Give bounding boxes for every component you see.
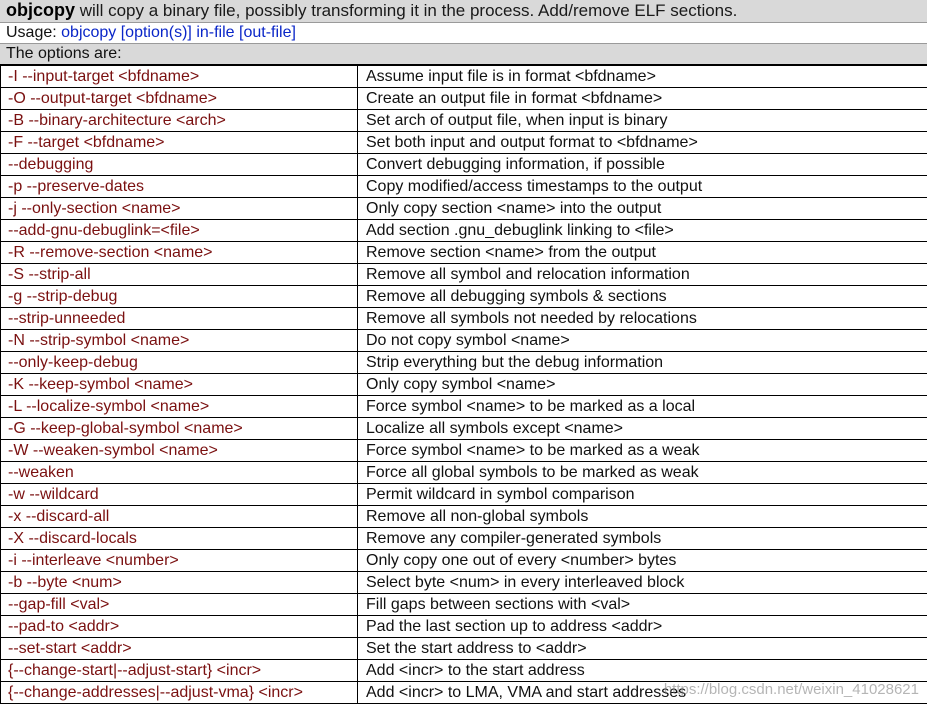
table-row	[1, 176, 927, 198]
option-flag: {--change-start|--adjust-start} <incr>	[1, 660, 358, 682]
option-description: Only copy section <name> into the output	[358, 198, 927, 220]
command-description: will copy a binary file, possibly transforming it in the process. Add/remove ELF sections.	[75, 1, 738, 20]
table-row	[1, 308, 927, 330]
option-flag: -b --byte <num>	[1, 572, 358, 594]
option-description: Force all global symbols to be marked as weak	[358, 462, 927, 484]
option-description: Localize all symbols except <name>	[358, 418, 927, 440]
option-flag: -X --discard-locals	[1, 528, 358, 550]
option-flag: --strip-unneeded	[1, 308, 358, 330]
table-row	[1, 110, 927, 132]
option-flag: -g --strip-debug	[1, 286, 358, 308]
table-row	[1, 440, 927, 462]
usage-syntax: objcopy [option(s)] in-file [out-file]	[61, 24, 296, 41]
option-flag: --add-gnu-debuglink=<file>	[1, 220, 358, 242]
option-description: Only copy symbol <name>	[358, 374, 927, 396]
table-row	[1, 550, 927, 572]
table-row	[1, 594, 927, 616]
table-row	[1, 198, 927, 220]
option-flag: -O --output-target <bfdname>	[1, 88, 358, 110]
table-row	[1, 330, 927, 352]
option-description: Do not copy symbol <name>	[358, 330, 927, 352]
option-flag: {--change-addresses|--adjust-vma} <incr>	[1, 682, 358, 704]
option-flag: -w --wildcard	[1, 484, 358, 506]
table-row	[1, 572, 927, 594]
table-row	[1, 220, 927, 242]
option-flag: --pad-to <addr>	[1, 616, 358, 638]
table-row	[1, 88, 927, 110]
option-description: Remove all symbol and relocation information	[358, 264, 927, 286]
table-row	[1, 132, 927, 154]
option-flag: -B --binary-architecture <arch>	[1, 110, 358, 132]
options-header: The options are:	[0, 44, 927, 65]
option-flag: -G --keep-global-symbol <name>	[1, 418, 358, 440]
option-flag: --debugging	[1, 154, 358, 176]
options-table	[0, 65, 927, 704]
option-flag: -x --discard-all	[1, 506, 358, 528]
option-flag: -F --target <bfdname>	[1, 132, 358, 154]
option-description: Set the start address to <addr>	[358, 638, 927, 660]
table-row	[1, 528, 927, 550]
option-flag: -p --preserve-dates	[1, 176, 358, 198]
option-description: Force symbol <name> to be marked as a local	[358, 396, 927, 418]
table-row	[1, 418, 927, 440]
table-row	[1, 66, 927, 88]
option-description: Only copy one out of every <number> bytes	[358, 550, 927, 572]
option-description: Create an output file in format <bfdname>	[358, 88, 927, 110]
table-row	[1, 374, 927, 396]
table-row	[1, 352, 927, 374]
table-row	[1, 242, 927, 264]
option-description: Force symbol <name> to be marked as a weak	[358, 440, 927, 462]
table-row	[1, 264, 927, 286]
option-description: Permit wildcard in symbol comparison	[358, 484, 927, 506]
option-flag: --weaken	[1, 462, 358, 484]
usage-line	[0, 23, 927, 44]
option-flag: -L --localize-symbol <name>	[1, 396, 358, 418]
option-description: Set both input and output format to <bfdname>	[358, 132, 927, 154]
option-description: Set arch of output file, when input is binary	[358, 110, 927, 132]
option-flag: -I --input-target <bfdname>	[1, 66, 358, 88]
option-description: Fill gaps between sections with <val>	[358, 594, 927, 616]
option-flag: --gap-fill <val>	[1, 594, 358, 616]
option-description: Add <incr> to the start address	[358, 660, 927, 682]
options-table-body	[1, 66, 927, 704]
watermark: https://blog.csdn.net/weixin_41028621	[663, 681, 919, 698]
table-row	[1, 286, 927, 308]
option-description: Select byte <num> in every interleaved block	[358, 572, 927, 594]
option-description: Remove all non-global symbols	[358, 506, 927, 528]
option-description: Pad the last section up to address <addr>	[358, 616, 927, 638]
option-flag: -R --remove-section <name>	[1, 242, 358, 264]
option-description: Strip everything but the debug information	[358, 352, 927, 374]
table-row	[1, 396, 927, 418]
option-description: Remove all symbols not needed by relocations	[358, 308, 927, 330]
table-row	[1, 638, 927, 660]
option-description: Copy modified/access timestamps to the output	[358, 176, 927, 198]
option-description: Add <incr> to LMA, VMA and start addresses	[358, 682, 927, 704]
option-flag: -N --strip-symbol <name>	[1, 330, 358, 352]
table-row	[1, 616, 927, 638]
option-flag: --only-keep-debug	[1, 352, 358, 374]
option-description: Remove section <name> from the output	[358, 242, 927, 264]
option-flag: -W --weaken-symbol <name>	[1, 440, 358, 462]
option-description: Remove any compiler-generated symbols	[358, 528, 927, 550]
table-row	[1, 154, 927, 176]
option-description: Remove all debugging symbols & sections	[358, 286, 927, 308]
command-name: objcopy	[6, 0, 76, 20]
table-row	[1, 484, 927, 506]
usage-label: Usage:	[6, 24, 62, 41]
table-row	[1, 506, 927, 528]
page-title	[0, 0, 927, 23]
option-flag: --set-start <addr>	[1, 638, 358, 660]
option-flag: -i --interleave <number>	[1, 550, 358, 572]
option-flag: -S --strip-all	[1, 264, 358, 286]
option-description: Convert debugging information, if possible	[358, 154, 927, 176]
option-flag: -K --keep-symbol <name>	[1, 374, 358, 396]
table-row	[1, 660, 927, 682]
option-description: Assume input file is in format <bfdname>	[358, 66, 927, 88]
table-row	[1, 462, 927, 484]
option-flag: -j --only-section <name>	[1, 198, 358, 220]
option-description: Add section .gnu_debuglink linking to <file>	[358, 220, 927, 242]
